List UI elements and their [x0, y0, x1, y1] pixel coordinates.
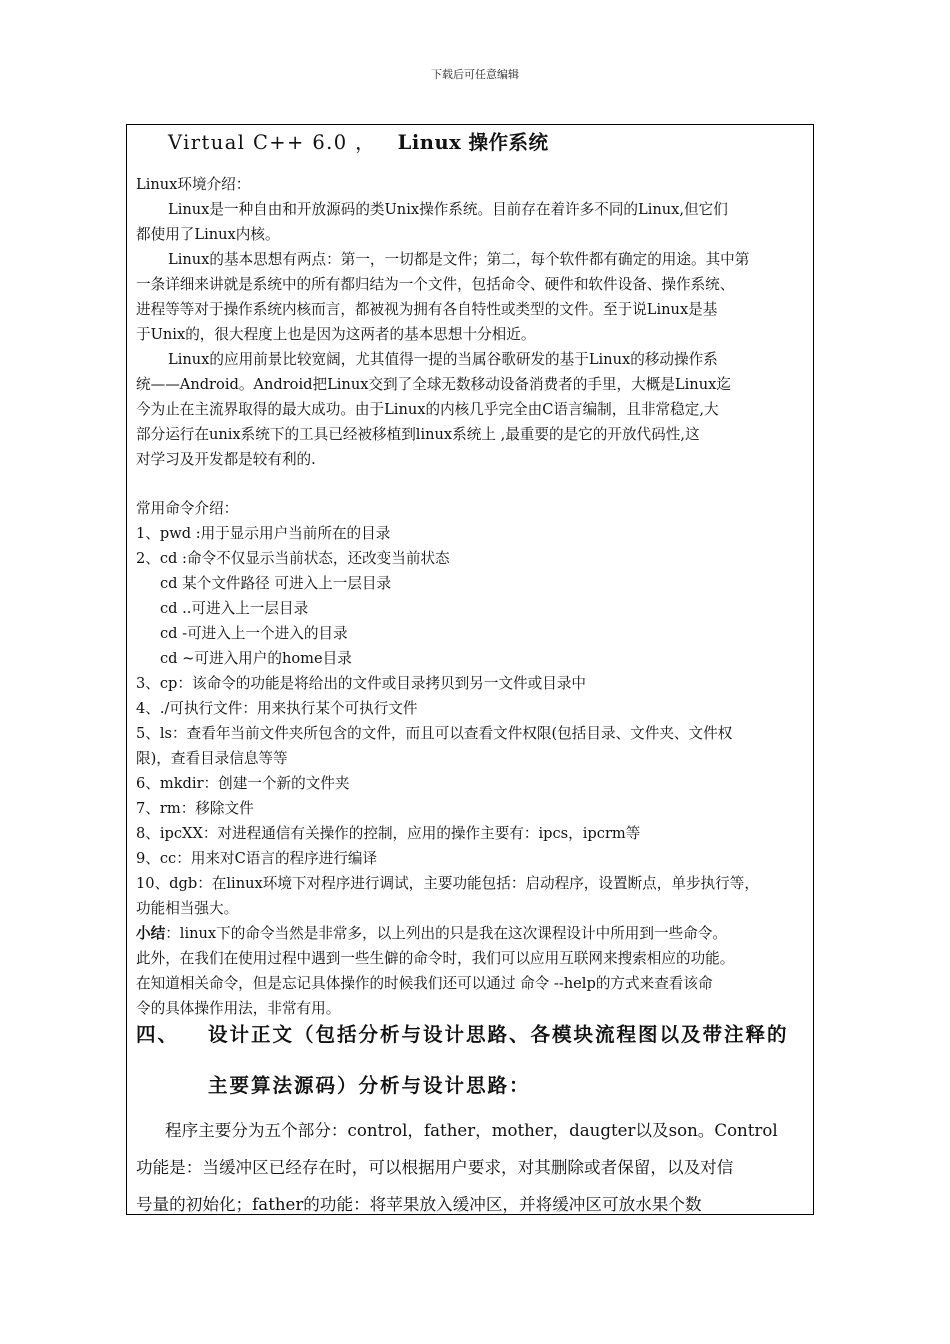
section-title-line: 主要算法源码）分析与设计思路： [208, 1074, 531, 1097]
page-header: 下载后可任意编辑 [431, 68, 519, 81]
content-box [126, 124, 814, 1215]
command-item: 8、ipcXX：对进程通信有关操作的控制，应用的操作主要有：ipcs，ipcrm等 [136, 825, 641, 842]
body-line: 功能是：当缓冲区已经存在时，可以根据用户要求，对其删除或者保留，以及对信 [136, 1158, 734, 1177]
intro-p3-line: 今为止在主流界取得的最大成功。由于Linux的内核几乎完全由C语言编制，且非常稳定,大 [136, 401, 719, 418]
intro-p3-line: 对学习及开发都是较有利的. [136, 451, 316, 468]
command-item: 5、ls：查看年当前文件夹所包含的文件，而且可以查看文件权限(包括目录、文件夹、文件权 [136, 725, 733, 742]
intro-p2-line: Linux的基本思想有两点：第一，一切都是文件；第二，每个软件都有确定的用途。其中第 [168, 251, 750, 268]
intro-p2-line: 于Unix的，很大程度上也是因为这两者的基本思想十分相近。 [136, 326, 536, 343]
intro-p3-line: 统——Android。Android把Linux交到了全球无数移动设备消费者的手里，大概是Linux迄 [136, 376, 731, 393]
commands-title: 常用命令介绍： [136, 500, 239, 517]
command-item: 2、cd :命令不仅显示当前状态，还改变当前状态 [136, 550, 450, 567]
command-item-cont: 限)，查看目录信息等等 [136, 750, 288, 767]
ide-name: Virtual C++ 6.0 ， [168, 131, 377, 154]
intro-p3-line: Linux的应用前景比较宽阔，尤其值得一提的当属谷歌研发的基于Linux的移动操作系 [168, 351, 718, 368]
summary-label: 小结 [136, 925, 166, 942]
intro-p3-line: 部分运行在unix系统下的工具已经被移植到linux系统上 ,最重要的是它的开放代码性,这 [136, 426, 700, 443]
command-subitem: cd ..可进入上一层目录 [160, 600, 309, 617]
command-item: 4、./可执行文件：用来执行某个可执行文件 [136, 700, 418, 717]
section-title-line: 设计正文（包括分析与设计思路、各模块流程图以及带注释的 [208, 1023, 789, 1046]
command-subitem: cd -可进入上一个进入的目录 [160, 625, 348, 642]
summary-line: 令的具体操作用法，非常有用。 [136, 1000, 341, 1017]
summary-line: 此外，在我们在使用过程中遇到一些生僻的命令时，我们可以应用互联网来搜索相应的功能。 [136, 950, 735, 967]
command-item: 10、dgb：在linux环境下对程序进行调试，主要功能包括：启动程序，设置断点，单步执行等， [136, 875, 759, 892]
intro-p1-line: Linux是一种自由和开放源码的类Unix操作系统。目前存在着许多不同的Linux,但它们 [168, 201, 728, 218]
command-subitem: cd 某个文件路径 可进入上一层目录 [160, 575, 392, 592]
command-item: 3、cp：该命令的功能是将给出的文件或目录拷贝到另一文件或目录中 [136, 675, 587, 692]
command-subitem: cd ~可进入用户的home目录 [160, 650, 352, 667]
intro-p2-line: 进程等等对于操作系统内核而言，都被视为拥有各自特性或类型的文件。至于说Linux是基 [136, 301, 718, 318]
command-item: 6、mkdir：创建一个新的文件夹 [136, 775, 350, 792]
command-item-cont: 功能相当强大。 [136, 900, 239, 917]
intro-p2-line: 一条详细来讲就是系统中的所有都归结为一个文件，包括命令、硬件和软件设备、操作系统、 [136, 276, 735, 293]
summary-line: 在知道相关命令，但是忘记具体操作的时候我们还可以通过 命令 --help的方式来查看该命 [136, 975, 713, 992]
body-line: 程序主要分为五个部分：control，father，mother，daugter以及son。Control [165, 1121, 778, 1140]
body-line: 号量的初始化；father的功能：将苹果放入缓冲区，并将缓冲区可放水果个数 [136, 1195, 702, 1214]
linux-intro-title: Linux环境介绍： [136, 176, 251, 193]
summary-line [136, 924, 806, 944]
intro-p1-line: 都使用了Linux内核。 [136, 226, 280, 243]
command-item: 1、pwd :用于显示用户当前所在的目录 [136, 525, 391, 542]
summary-text: ：linux下的命令当然是非常多，以上列出的只是我在这次课程设计中所用到一些命令。 [165, 925, 727, 942]
command-item: 9、cc：用来对C语言的程序进行编译 [136, 850, 378, 867]
environment-heading [168, 127, 549, 155]
os-name: Linux 操作系统 [397, 131, 549, 154]
command-item: 7、rm：移除文件 [136, 800, 254, 817]
section-number: 四、 [136, 1023, 180, 1046]
